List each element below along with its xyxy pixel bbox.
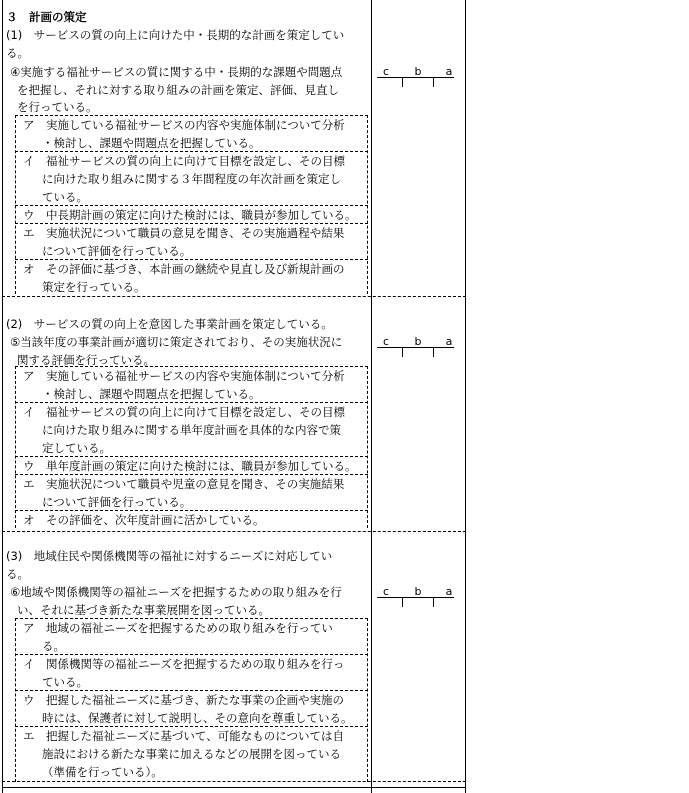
block-3-standard-line-2: い、それに基づき新たな事業展開を図っている。 [17,603,270,617]
block-2-item-a-line-2: ・検討し、課題や問題点を把握している。 [42,387,261,401]
rating-tick [402,77,403,87]
block-2-items-box-left [15,366,16,528]
rating-tick [433,347,434,357]
rating-b-label: b [414,65,422,78]
block-2-item-e-line-2: について評価を行っている。 [42,495,192,509]
rating-b-label: b [414,335,422,348]
block-3-heading-line-1: (3) 地域住民や関係機関等の福祉に対するニーズに対応してい [6,549,333,563]
table-right-border [465,0,466,793]
block-1-standard-line-3: を行っている。 [17,100,98,114]
block-separator [2,296,466,297]
rating-baseline [377,347,454,348]
rating-a-label: a [445,585,453,598]
table-bottom-border [2,787,466,788]
block-1-item-e-line-2: について評価を行っている。 [42,244,192,258]
block-2-standard-line-1: ⑤当該年度の事業計画が適切に策定されており、その実施状況に [10,335,343,349]
block-1-rating-scale [377,66,454,88]
block-1-item-i-line-2: に向けた取り組みに関する３年間程度の年次計画を策定し [42,172,341,186]
block-1-heading-line-1: (1) サービスの質の向上に向けた中・長期的な計画を策定してい [6,28,345,42]
rating-c-label: c [382,585,390,598]
block-separator [2,531,466,532]
block-3-standard-line-1: ⑥地域や関係機関等の福祉ニーズを把握するための取り組みを行 [10,585,342,599]
block-1-standard-line-1: ④実施する福祉サービスの質に関する中・長期的な課題や問題点 [10,65,343,79]
rating-c-label: c [382,65,390,78]
block-3-item-e-line-1: エ 把握した福祉ニーズに基づいて、可能なものについては自 [23,729,344,743]
block-2-rating-scale [377,336,454,358]
rating-c-label: c [382,335,390,348]
block-3-rating-scale [377,586,454,608]
rating-baseline [377,597,454,598]
block-3-items-box-left [15,618,16,782]
block-2-item-a-line-1: ア 実施している福祉サービスの内容や実施体制について分析 [23,369,345,383]
rating-a-label: a [445,65,453,78]
block-1-item-e-line-1: エ 実施状況について職員の意見を聞き、その実施過程や結果 [23,226,345,240]
block-3-items-box-right [367,618,368,782]
block-separator [2,781,466,782]
block-1-item-a-line-2: ・検討し、課題や問題点を把握している。 [42,136,261,150]
block-1-item-i-line-1: イ 福祉サービスの質の向上に向けて目標を設定し、その目標 [23,154,345,168]
block-1-item-o-line-2: 策定を行っている。 [42,280,146,294]
block-3-item-a-line-1: ア 地域の福祉ニーズを把握するための取り組みを行ってい [23,621,333,635]
block-2-item-i-line-2: に向けた取り組みに関する単年度計画を具体的な内容で策 [42,423,341,437]
block-2-heading-line-1: (2) サービスの質の向上を意図した事業計画を策定している。 [6,317,333,331]
rating-tick [433,77,434,87]
block-3-item-a-line-2: る。 [42,639,65,653]
block-1-item-a-line-1: ア 実施している福祉サービスの内容や実施体制について分析 [23,118,345,132]
table-left-border [2,0,3,793]
block-2-item-u-line-1: ウ 単年度計画の策定に向けた検討には、職員が参加している。 [23,459,357,473]
block-1-item-u-line-1: ウ 中長期計画の策定に向けた検討には、職員が参加している。 [23,208,357,222]
rating-tick [402,347,403,357]
block-2-item-o-line-1: オ その評価を、次年度計画に活かしている。 [23,513,265,527]
rating-tick [402,597,403,607]
block-3-item-i-line-1: イ 関係機関等の福祉ニーズを把握するための取り組みを行っ [23,657,345,671]
block-1-standard-line-2: を把握し、それに対する取り組みの計画を策定、評価、見直し [17,83,339,97]
rating-a-label: a [445,335,453,348]
rating-tick [433,597,434,607]
block-3-item-i-line-2: ている。 [42,675,88,689]
block-2-standard-line-2: 関する評価を行っている。 [17,353,155,367]
block-3-item-u-line-2: 時には、保護者に対して説明し、その意向を尊重している。 [42,711,353,725]
block-2-items-box-right [367,366,368,528]
rating-b-label: b [414,585,422,598]
block-2-item-e-line-1: エ 実施状況について職員や児童の意見を聞き、その実施結果 [23,477,345,491]
column-divider [371,0,372,793]
block-1-item-i-line-3: ている。 [42,190,88,204]
section-title: ３ 計画の策定 [6,10,87,24]
block-3-heading-line-2: る。 [6,567,29,581]
block-2-item-i-line-3: 定している。 [42,441,111,455]
block-2-item-i-line-1: イ 福祉サービスの質の向上に向けて目標を設定し、その目標 [23,405,345,419]
block-3-item-u-line-1: ウ 把握した福祉ニーズに基づき、新たな事業の企画や実施の [23,693,344,707]
block-1-heading-line-2: る。 [6,46,29,60]
block-3-item-e-line-3: （準備を行っている）。 [42,765,163,779]
rating-baseline [377,77,454,78]
block-3-item-e-line-2: 施設における新たな事業に加えるなどの展開を図っている [42,747,341,761]
block-1-item-o-line-1: オ その評価に基づき、本計画の継続や見直し及び新規計画の [23,262,345,276]
